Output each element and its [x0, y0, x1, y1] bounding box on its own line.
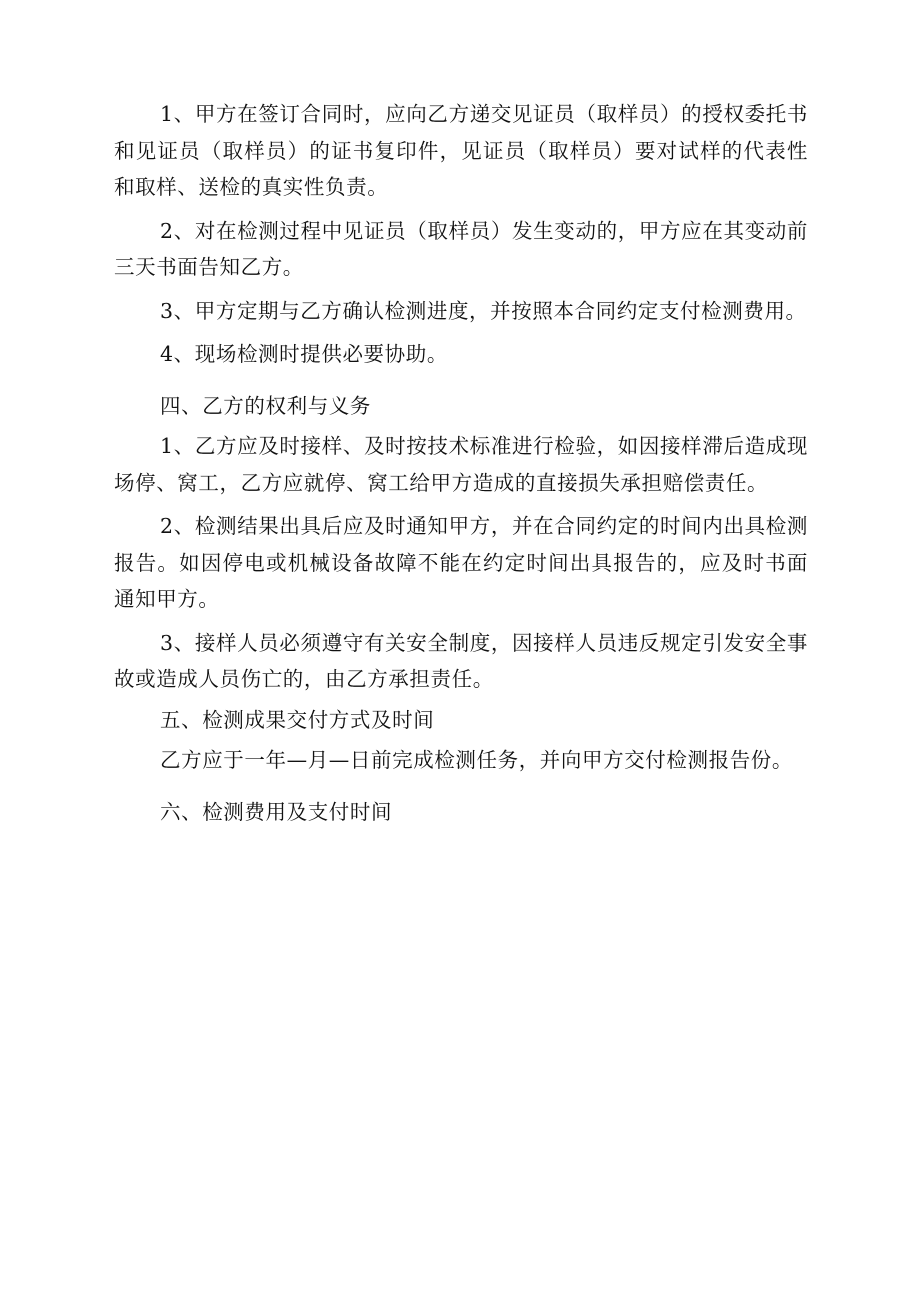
clause-3-3: 3、甲方定期与乙方确认检测进度，并按照本合同约定支付检测费用。: [160, 298, 807, 323]
section-5-heading: 五、检测成果交付方式及时间: [160, 707, 435, 732]
clause-4-1: 1、乙方应及时接样、及时按技术标准进行检验，如因接样滞后造成现场停、窝工，乙方应就停、窝工给甲方造成的直接损失承担赔偿责任。: [114, 434, 808, 495]
section-6-heading: 六、检测费用及支付时间: [160, 799, 393, 824]
clause-4-3: 3、接样人员必须遵守有关安全制度，因接样人员违反规定引发安全事故或造成人员伤亡的，由乙方承担责任。: [114, 630, 808, 691]
section-5-text: 乙方应于一年—月—日前完成检测任务，并向甲方交付检测报告份。: [160, 748, 793, 772]
clause-3-4: 4、现场检测时提供必要协助。: [160, 342, 448, 366]
clause-4-2: 2、检测结果出具后应及时通知甲方，并在合同约定的时间内出具检测报告。如因停电或机械设备故障不能在约定时间出具报告的，应及时书面通知甲方。: [114, 514, 808, 611]
document-body: [114, 96, 808, 830]
section-4-heading: 四、乙方的权利与义务: [160, 393, 371, 418]
clause-3-1: 1、甲方在签订合同时，应向乙方递交见证员（取样员）的授权委托书和见证员（取样员）的证书复印件，见证员（取样员）要对试样的代表性和取样、送检的真实性负责。: [114, 102, 808, 199]
clause-3-2: 2、对在检测过程中见证员（取样员）发生变动的，甲方应在其变动前三天书面告知乙方。: [114, 218, 808, 279]
